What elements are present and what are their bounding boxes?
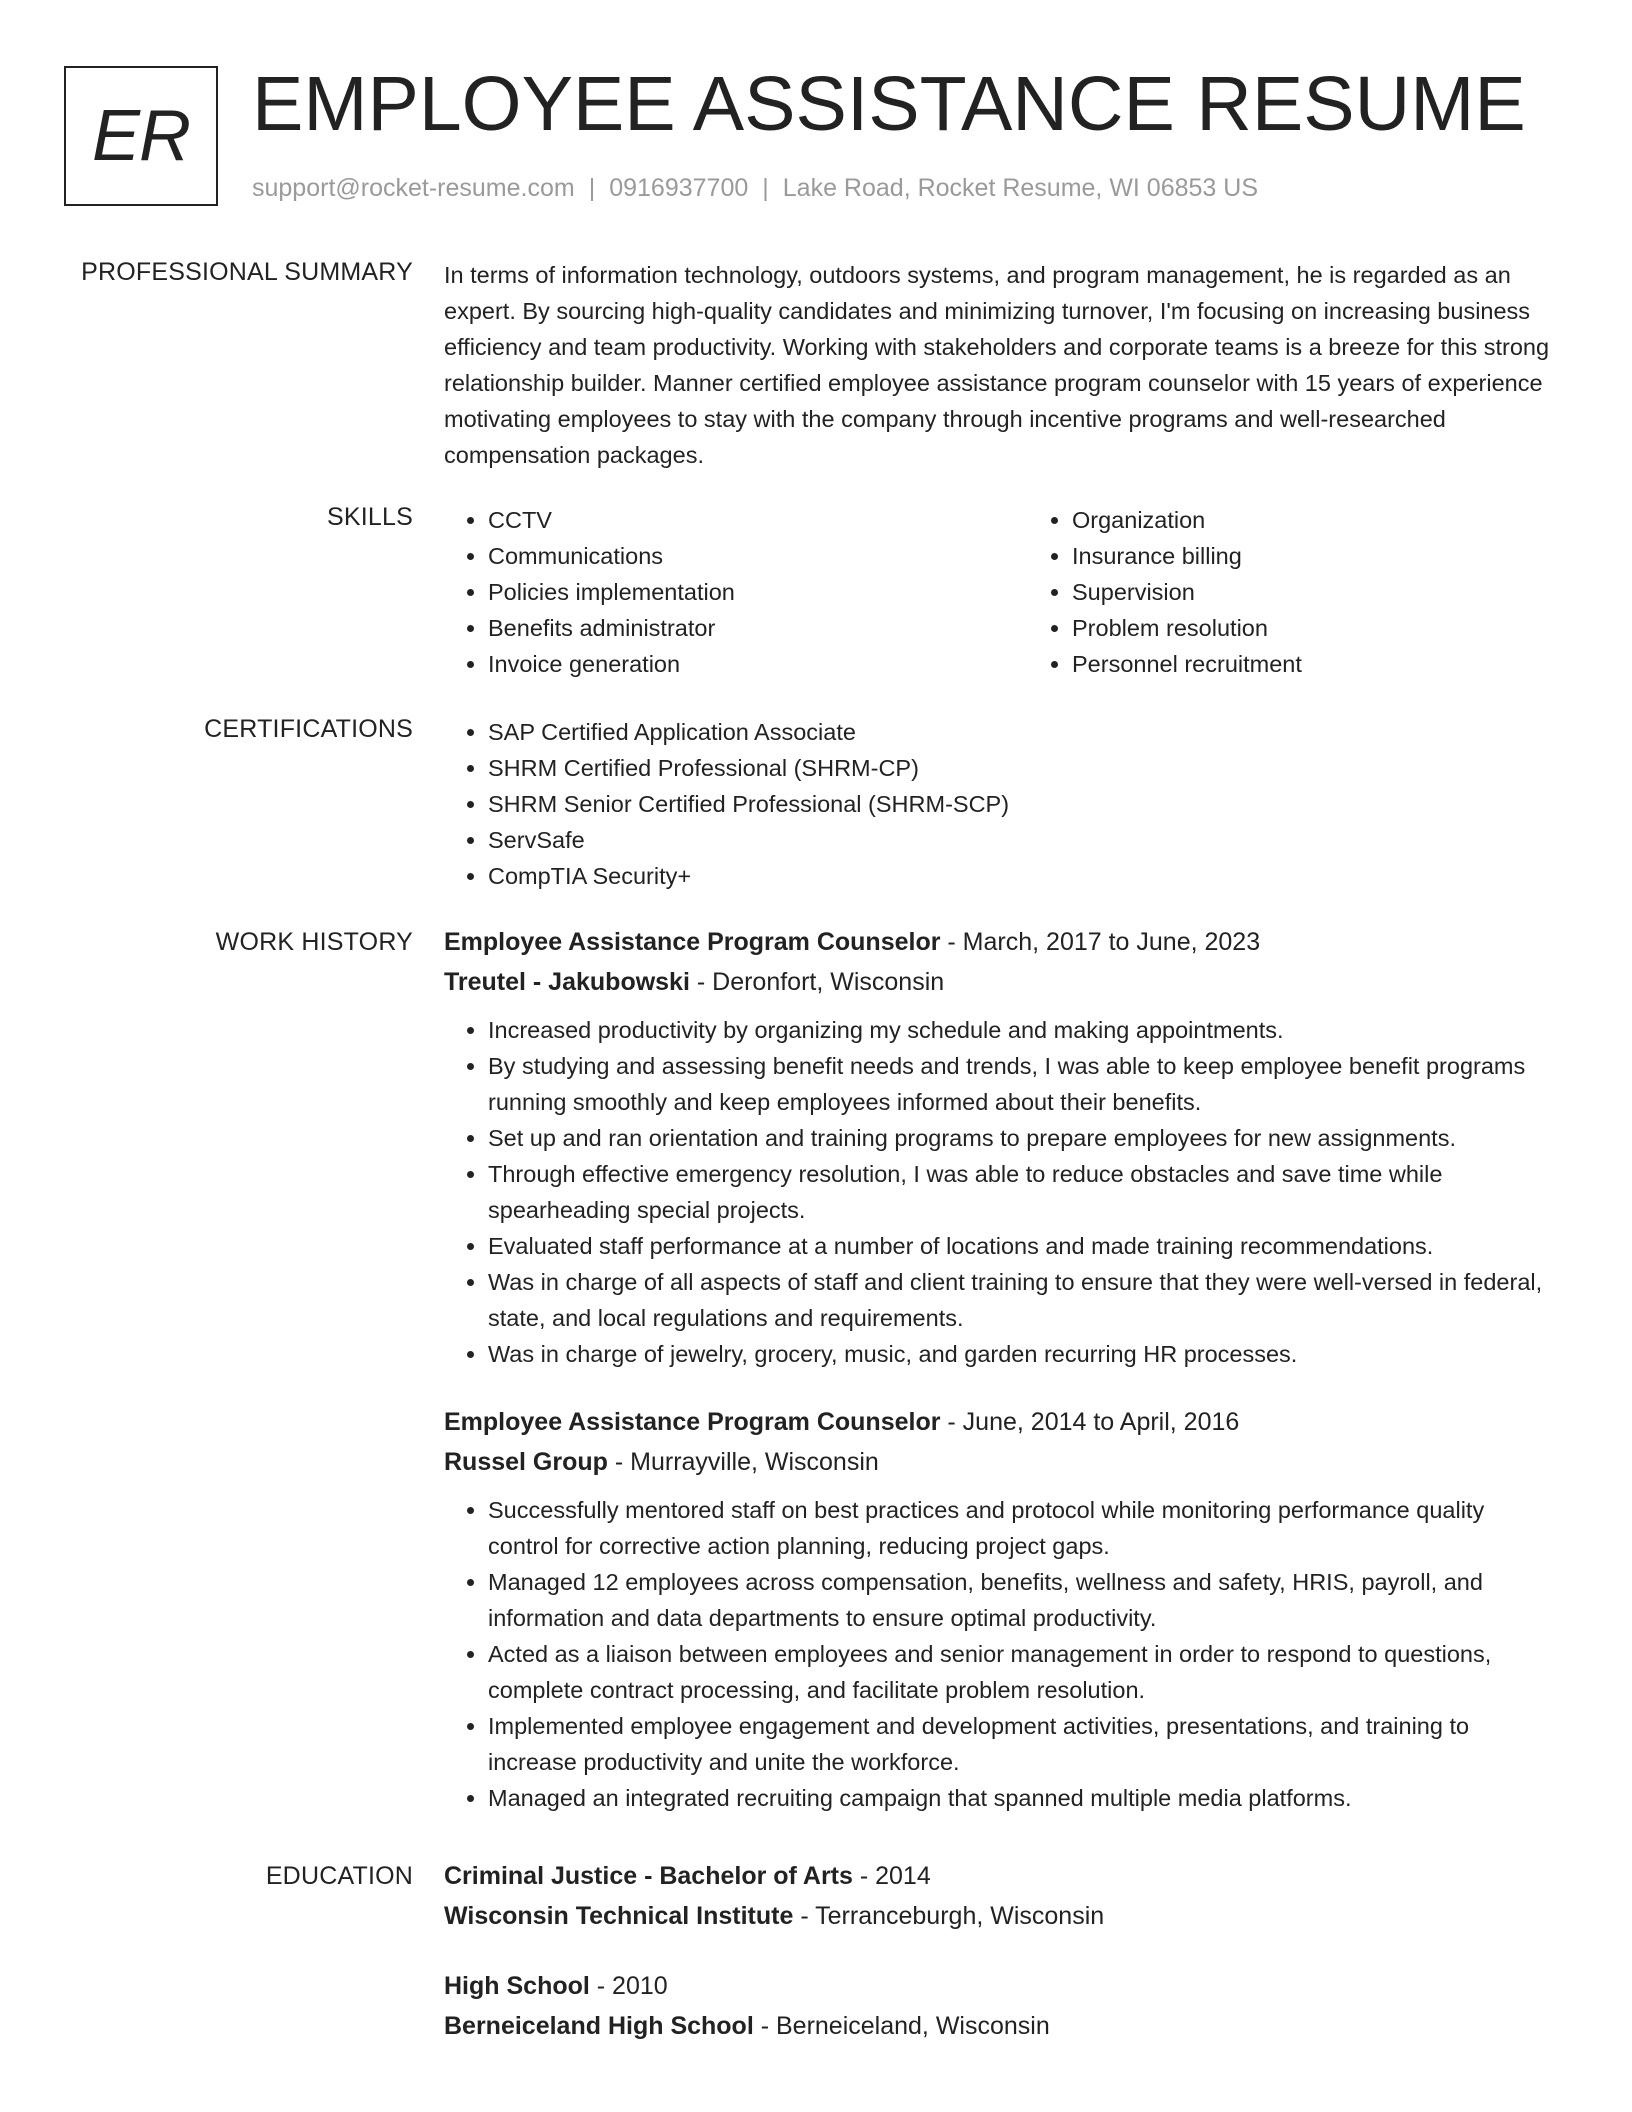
skills-grid <box>444 502 1556 682</box>
list-item: • Insurance billing <box>1072 538 1556 574</box>
list-item: • SHRM Senior Certified Professional (SHRM-SCP) <box>488 786 1556 822</box>
resume-title: EMPLOYEE ASSISTANCE RESUME <box>252 61 1526 147</box>
summary-text: In terms of information technology, outdoors systems, and program management, he is regarded as an expert. By sourcing high-quality candidates and minimizing turnover, I'm focusing on increasing business efficiency and team productivity. Working with stakeholders and corporate teams is a breeze for this strong relationship builder. Manner certified employee assistance program counselor with 15 years of experience motivating employees to stay with the company through incentive programs and well-researched compensation packages. <box>444 262 1550 468</box>
job-dates: - June, 2014 to April, 2016 <box>940 1408 1240 1436</box>
list-item: • CompTIA Security+ <box>488 858 1556 894</box>
job-entry <box>444 922 1556 1372</box>
job-location: - Deronfort, Wisconsin <box>689 968 945 996</box>
list-item: • Managed an integrated recruiting campaign that spanned multiple media platforms. <box>488 1780 1556 1816</box>
work-history-label: WORK HISTORY <box>215 928 413 956</box>
job-company-line <box>444 962 1556 1002</box>
certifications-content <box>444 714 1556 894</box>
degree-line <box>444 1966 1556 2006</box>
list-item: • Organization <box>1072 502 1556 538</box>
skills-list-right <box>972 502 1556 682</box>
list-item: • Set up and ran orientation and training programs to prepare employees for new assignments. <box>488 1120 1556 1156</box>
list-item: • Implemented employee engagement and development activities, presentations, and training to increase productivity and unite the workforce. <box>488 1708 1556 1780</box>
school: Wisconsin Technical Institute <box>444 1902 794 1930</box>
job-bullets <box>444 1492 1556 1816</box>
skills-list-left <box>444 502 972 682</box>
list-item: • Acted as a liaison between employees and senior management in order to respond to questions, complete contract processing, and facilitate problem resolution. <box>488 1636 1556 1708</box>
education-content <box>444 1856 1556 2046</box>
list-item: • Personnel recruitment <box>1072 646 1556 682</box>
list-item: • Was in charge of jewelry, grocery, music, and garden recurring HR processes. <box>488 1336 1556 1372</box>
education-entry <box>444 1966 1556 2046</box>
job-company: Russel Group <box>444 1448 608 1476</box>
school: Berneiceland High School <box>444 2012 754 2040</box>
list-item: • SHRM Certified Professional (SHRM-CP) <box>488 750 1556 786</box>
education-entry <box>444 1856 1556 1936</box>
job-entry <box>444 1402 1556 1816</box>
skills-label: SKILLS <box>327 503 413 531</box>
job-dates: - March, 2017 to June, 2023 <box>940 928 1261 956</box>
contact-email: support@rocket-resume.com <box>252 174 575 202</box>
job-location: - Murrayville, Wisconsin <box>607 1448 879 1476</box>
contact-separator: | <box>588 174 596 202</box>
list-item: • Managed 12 employees across compensation, benefits, wellness and safety, HRIS, payroll, and information and data departments to ensure optimal productivity. <box>488 1564 1556 1636</box>
degree-line <box>444 1856 1556 1896</box>
school-line <box>444 1896 1556 1936</box>
degree-year: - 2014 <box>852 1862 931 1890</box>
contact-phone: 0916937700 <box>609 174 749 202</box>
degree: High School <box>444 1972 590 2000</box>
degree-year: - 2010 <box>589 1972 668 2000</box>
list-item: • Communications <box>488 538 972 574</box>
certifications-label: CERTIFICATIONS <box>204 715 413 743</box>
list-item: • SAP Certified Application Associate <box>488 714 1556 750</box>
job-bullets <box>444 1012 1556 1372</box>
monogram-badge: ER <box>64 66 218 206</box>
list-item: • Benefits administrator <box>488 610 972 646</box>
job-title-line <box>444 922 1556 962</box>
contact-separator: | <box>762 174 769 202</box>
contact-address: Lake Road, Rocket Resume, WI 06853 US <box>782 174 1258 202</box>
job-title: Employee Assistance Program Counselor <box>444 1408 941 1436</box>
list-item: • Increased productivity by organizing my schedule and making appointments. <box>488 1012 1556 1048</box>
school-location: - Terranceburgh, Wisconsin <box>793 1902 1105 1930</box>
list-item: • Through effective emergency resolution, I was able to reduce obstacles and save time while spearheading special projects. <box>488 1156 1556 1228</box>
list-item: • Policies implementation <box>488 574 972 610</box>
school-line <box>444 2006 1556 2046</box>
job-company: Treutel - Jakubowski <box>444 968 690 996</box>
list-item: • Successfully mentored staff on best practices and protocol while monitoring performance quality control for corrective action planning, reducing project gaps. <box>488 1492 1556 1564</box>
summary-label: PROFESSIONAL SUMMARY <box>81 258 413 286</box>
list-item: • Evaluated staff performance at a number of locations and made training recommendations. <box>488 1228 1556 1264</box>
list-item: • Invoice generation <box>488 646 972 682</box>
job-title-line <box>444 1402 1556 1442</box>
job-company-line <box>444 1442 1556 1482</box>
list-item: • Supervision <box>1072 574 1556 610</box>
job-title: Employee Assistance Program Counselor <box>444 928 941 956</box>
work-history-content <box>444 922 1556 1816</box>
summary-content <box>444 257 1556 473</box>
list-item: • By studying and assessing benefit needs and trends, I was able to keep employee benefit programs running smoothly and keep employees informed about their benefits. <box>488 1048 1556 1120</box>
education-label: EDUCATION <box>265 1862 413 1890</box>
list-item: • Problem resolution <box>1072 610 1556 646</box>
degree: Criminal Justice - Bachelor of Arts <box>444 1862 853 1890</box>
certifications-list <box>444 714 1556 894</box>
list-item: • CCTV <box>488 502 972 538</box>
list-item: • Was in charge of all aspects of staff and client training to ensure that they were well-versed in federal, state, and local regulations and requirements. <box>488 1264 1556 1336</box>
list-item: • ServSafe <box>488 822 1556 858</box>
contact-line <box>252 174 1258 203</box>
school-location: - Berneiceland, Wisconsin <box>753 2012 1050 2040</box>
resume-header <box>64 61 1584 214</box>
